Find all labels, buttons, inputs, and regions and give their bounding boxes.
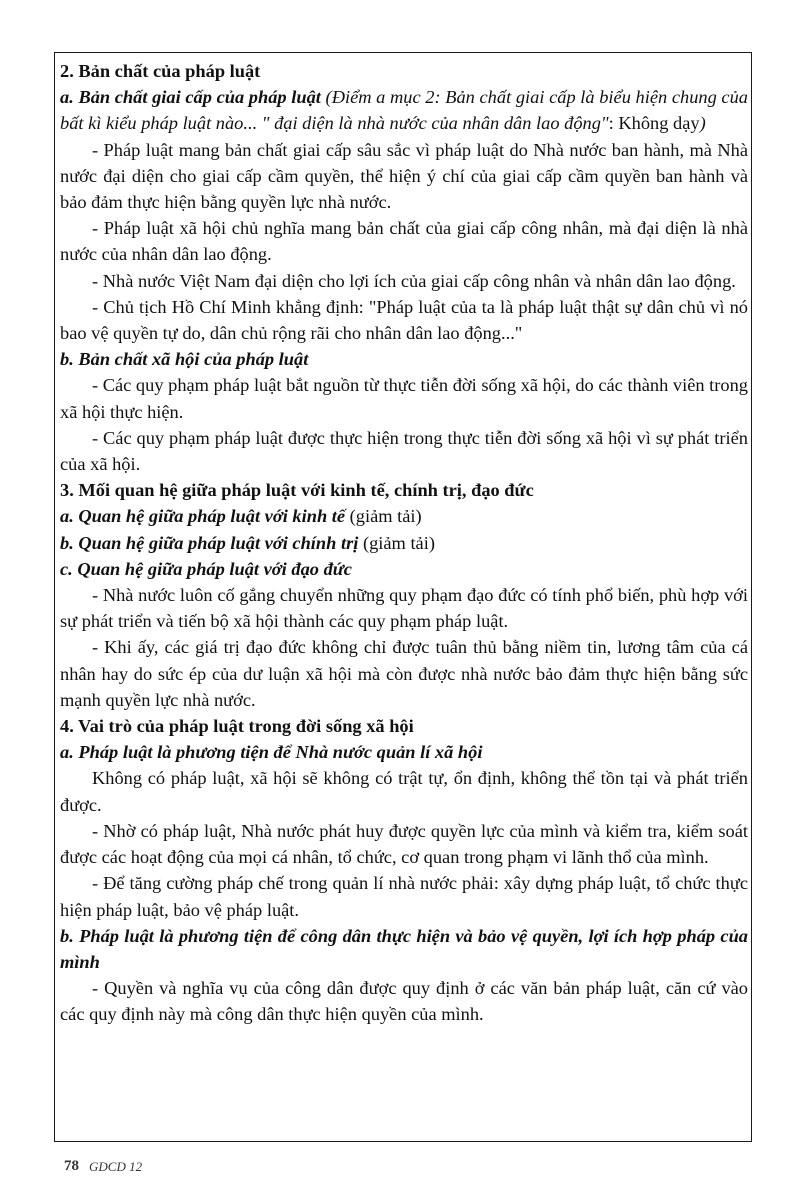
paragraph: - Chủ tịch Hồ Chí Minh khẳng định: "Pháp luật của ta là pháp luật thật sự dân chủ vì nó bao vệ quyền tự do, dân chủ rộng rãi cho nhân dân lao động..." [60, 296, 748, 344]
section-3-title: 3. Mối quan hệ giữa pháp luật với kinh tế, chính trị, đạo đức [60, 480, 534, 501]
section-3c-heading: c. Quan hệ giữa pháp luật với đạo đức [60, 558, 352, 579]
paragraph: - Nhà nước Việt Nam đại diện cho lợi ích của giai cấp công nhân và nhân dân lao động. [92, 270, 736, 291]
paragraph: - Pháp luật mang bản chất giai cấp sâu sắc vì pháp luật do Nhà nước ban hành, mà Nhà nước đại diện cho giai cấp cầm quyền, thể hiện ý chí của giai cấp cầm quyền ban hành và bảo đảm thực hiện bằng quyền lực nhà nước. [60, 139, 748, 213]
section-2-title: 2. Bản chất của pháp luật [60, 61, 261, 81]
paragraph: - Pháp luật xã hội chủ nghĩa mang bản chất của giai cấp công nhân, mà đại diện là nhà nước của nhân dân lao động. [60, 218, 748, 265]
content-body [60, 58, 748, 1028]
paragraph: - Các quy phạm pháp luật bắt nguồn từ thực tiễn đời sống xã hội, do các thành viên trong xã hội thực hiện. [60, 375, 748, 422]
paragraph: - Khi ấy, các giá trị đạo đức không chỉ được tuân thủ bằng niềm tin, lương tâm của cá nhân hay do sức ép của dư luận xã hội mà còn được nhà nước bảo đảm thực hiện bằng sức mạnh quyền lực nhà nước. [60, 637, 748, 710]
page-footer [64, 1158, 142, 1175]
section-3a-line [60, 503, 748, 529]
section-2a-note-tail: : Không dạy [608, 113, 700, 134]
page-number: 78 [64, 1158, 79, 1174]
paragraph: - Để tăng cường pháp chế trong quản lí nhà nước phải: xây dựng pháp luật, tổ chức thực hiện pháp luật, bảo vệ pháp luật. [60, 873, 748, 920]
section-2a-note: Điểm a mục 2: Bản chất giai cấp là biểu hiện chung của bất kì kiểu pháp luật nào... " đại diện là nhà nước của nhân dân lao động" [60, 87, 748, 134]
section-2a-heading: a. Bản chất giai cấp của pháp luật [60, 87, 321, 108]
section-2a-heading-line: a. Bản chất giai cấp của pháp luật (Điểm a mục 2: Bản chất giai cấp là biểu hiện chung của bất kì kiểu pháp luật nào... " đại diện là nhà nước của nhân dân lao động": Không dạy) [60, 87, 748, 134]
section-4-title: 4. Vai trò của pháp luật trong đời sống xã hội [60, 716, 414, 737]
section-2b-heading: b. Bản chất xã hội của pháp luật [60, 349, 309, 370]
section-3a-note: (giảm tải) [345, 506, 422, 527]
paragraph: - Nhà nước luôn cố gắng chuyển những quy phạm đạo đức có tính phổ biến, phù hợp với sự phát triển và tiến bộ xã hội thành các quy phạm pháp luật. [60, 585, 748, 632]
section-3b-line [60, 530, 748, 556]
paragraph: - Các quy phạm pháp luật được thực hiện trong thực tiễn đời sống xã hội vì sự phát triển của xã hội. [60, 427, 748, 475]
section-3b-note: (giảm tải) [358, 532, 435, 553]
section-3a-heading: a. Quan hệ giữa pháp luật với kinh tế [60, 506, 346, 527]
book-title: GDCD 12 [89, 1158, 143, 1174]
section-4a-heading: a. Pháp luật là phương tiện để Nhà nước quản lí xã hội [60, 742, 483, 763]
paragraph: Không có pháp luật, xã hội sẽ không có trật tự, ổn định, không thể tồn tại và phát triển được. [60, 768, 748, 815]
section-4b-heading: b. Pháp luật là phương tiện để công dân thực hiện và bảo vệ quyền, lợi ích hợp pháp của mình [60, 925, 748, 972]
section-3b-heading: b. Quan hệ giữa pháp luật với chính trị [60, 532, 359, 553]
paragraph: - Nhờ có pháp luật, Nhà nước phát huy được quyền lực của mình và kiểm tra, kiểm soát được các hoạt động của mọi cá nhân, tổ chức, cơ quan trong phạm vi lãnh thổ của mình. [60, 820, 748, 868]
paragraph: - Quyền và nghĩa vụ của công dân được quy định ở các văn bản pháp luật, căn cứ vào các quy định này mà công dân thực hiện quyền của mình. [60, 978, 748, 1025]
